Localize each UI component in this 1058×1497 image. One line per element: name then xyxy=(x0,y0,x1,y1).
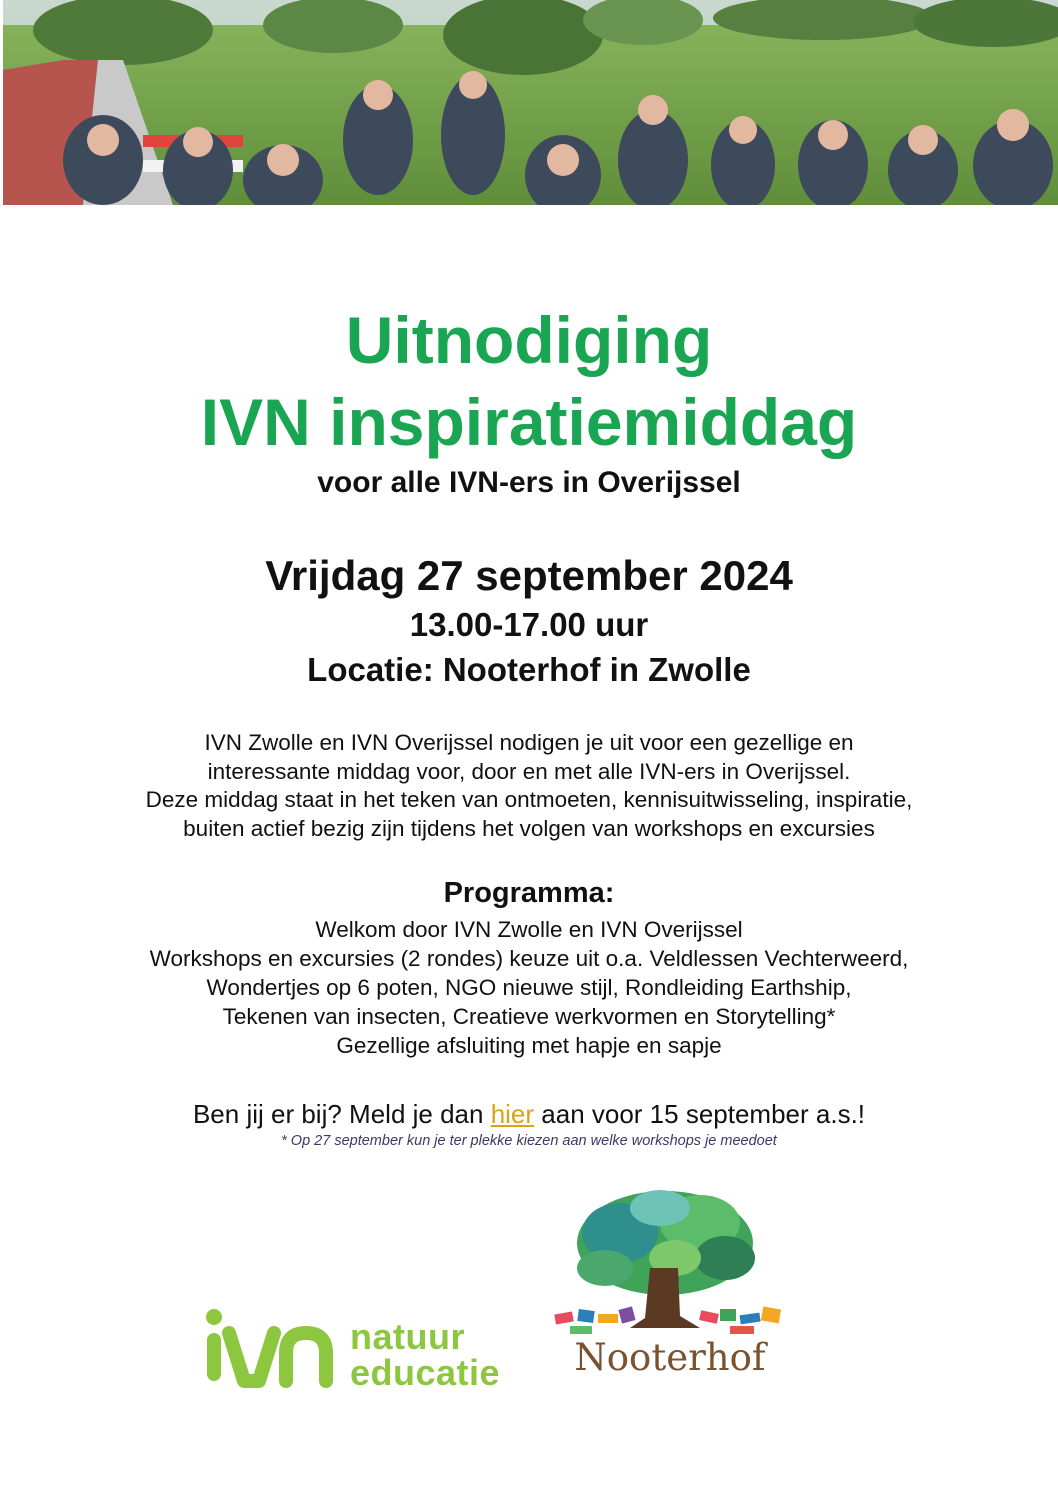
intro-line: Deze middag staat in het teken van ontmoeten, kennisuitwisseling, inspiratie, xyxy=(145,787,913,812)
subtitle: voor alle IVN-ers in Overijssel xyxy=(317,466,741,499)
programma-list xyxy=(0,915,1058,1060)
programma-line: Wondertjes op 6 poten, NGO nieuwe stijl, Rondleiding Earthship, xyxy=(206,975,852,1000)
programma-line: Workshops en excursies (2 rondes) keuze uit o.a. Veldlessen Vechterweerd, xyxy=(149,946,909,971)
programma-line: Welkom door IVN Zwolle en IVN Overijssel xyxy=(315,917,743,942)
programma-line: Gezellige afsluiting met hapje en sapje xyxy=(336,1033,722,1058)
ivn-mark-icon xyxy=(204,1305,339,1395)
nooterhof-name: Nooterhof xyxy=(574,1336,766,1379)
footnote: * Op 27 september kun je ter plekke kiezen aan welke workshops je meedoet xyxy=(281,1133,777,1149)
event-date: Vrijdag 27 september 2024 xyxy=(265,552,793,599)
event-location: Locatie: Nooterhof in Zwolle xyxy=(307,651,751,688)
intro-paragraph xyxy=(0,729,1058,843)
intro-line: IVN Zwolle en IVN Overijssel nodigen je uit voor een gezellige en xyxy=(204,730,854,755)
tree-mosaic-icon xyxy=(550,1188,790,1338)
signup-link[interactable]: hier xyxy=(490,1099,535,1129)
signup-line xyxy=(0,1097,1058,1131)
nooterhof-logo xyxy=(550,1188,790,1388)
intro-line: buiten actief bezig zijn tijdens het volgen van workshops en excursies xyxy=(183,815,875,841)
ivn-tagline-line1: natuur xyxy=(350,1316,465,1357)
title-line-2: IVN inspiratiemiddag xyxy=(200,385,858,459)
programma-line: Tekenen van insecten, Creatieve werkvormen en Storytelling* xyxy=(222,1004,836,1029)
event-time: 13.00-17.00 uur xyxy=(409,606,649,643)
intro-line: interessante middag voor, door en met alle IVN-ers in Overijssel. xyxy=(207,758,851,784)
signup-text-after: aan voor 15 september a.s.! xyxy=(534,1099,866,1129)
ivn-tagline-line2: educatie xyxy=(350,1352,501,1393)
signup-text-before: Ben jij er bij? Meld je dan xyxy=(192,1099,491,1129)
programma-title: Programma: xyxy=(443,877,615,909)
hero-photo xyxy=(3,0,1058,205)
title-line-1: Uitnodiging xyxy=(345,303,713,377)
ivn-logo xyxy=(204,1305,524,1395)
group-of-people-outdoors-photo xyxy=(3,0,1058,205)
ivn-tagline xyxy=(350,1316,501,1393)
